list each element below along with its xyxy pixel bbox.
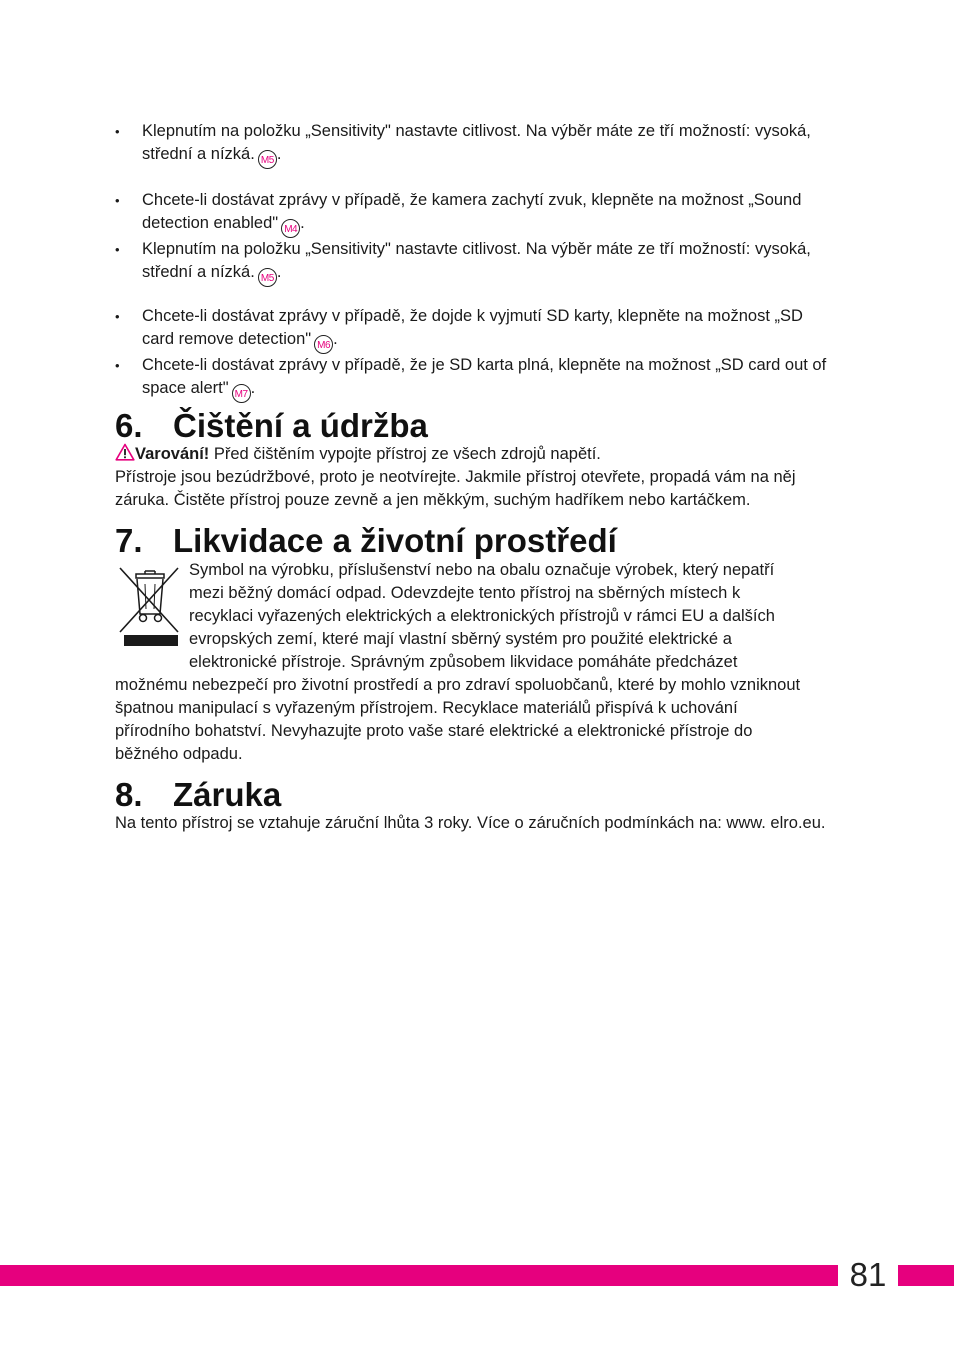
section6-body: Přístroje jsou bezúdržbové, proto je neotvírejte. Jakmile přístroj otevřete, propadá vám na něj záruka. Čistěte přístroj pouze zevně a jen měkkým, suchým hadříkem nebo kartáčkem.: [115, 468, 796, 509]
marker-badge: M5: [258, 268, 277, 287]
marker-badge: M5: [258, 150, 277, 169]
section-number: 7.: [115, 522, 143, 559]
section-heading-6: [115, 407, 428, 445]
bullet-list-sensitivity: [115, 120, 835, 169]
marker-badge: M7: [232, 384, 251, 403]
bullet-list-sound: [115, 189, 835, 287]
weee-text-block: [189, 559, 839, 674]
bullet-list-sd-card: [115, 305, 835, 403]
footer-bar: [0, 1265, 954, 1286]
text-line: recyklaci vyřazených elektrických a elektronických přístrojů v rámci EU a dalších: [189, 607, 775, 625]
text-line: mezi běžný domácí odpad. Odevzdejte tento přístroj na sběrných místech k: [189, 584, 741, 602]
list-item: • Chcete-li dostávat zprávy v případě, že je SD karta plná, klepněte na možnost „SD card out of space alert" M7 .: [115, 354, 835, 403]
section-title: Záruka: [173, 776, 282, 813]
marker-badge: M4: [281, 219, 300, 238]
list-item: • Klepnutím na položku „Sensitivity" nastavte citlivost. Na výběr máte ze tří možností: vysoká, střední a nízká. M5 .: [115, 120, 835, 169]
bullet-text: Chcete-li dostávat zprávy v případě, že je SD karta plná, klepněte na možnost „SD card out of space alert": [142, 356, 827, 397]
warning-text: Před čištěním vypojte přístroj ze všech zdrojů napětí.: [209, 445, 601, 463]
section8-body: Na tento přístroj se vztahuje záruční lhůta 3 roky. Více o záručních podmínkách na: www. elro.eu.: [115, 814, 826, 832]
section-number: 8.: [115, 776, 143, 813]
marker-badge: M6: [314, 335, 333, 354]
list-item: • Chcete-li dostávat zprávy v případě, že dojde k vyjmutí SD karty, klepněte na možnost „SD card remove detection" M6 .: [115, 305, 835, 354]
text-line: evropských zemí, které mají vlastní sběrný systém pro použité elektrické a: [189, 630, 732, 648]
text-line: Symbol na výrobku, příslušenství nebo na obalu označuje výrobek, který nepatří: [189, 561, 775, 579]
section-number: 6.: [115, 407, 143, 444]
section-heading-8: [115, 776, 281, 814]
bullet-text: Klepnutím na položku „Sensitivity" nastavte citlivost. Na výběr máte ze tří možností: vysoká, střední a nízká.: [142, 240, 811, 281]
warning-label: Varování!: [135, 445, 210, 463]
list-item: • Chcete-li dostávat zprávy v případě, že kamera zachytí zvuk, klepněte na možnost „Sound detection enabled" M4 .: [115, 189, 835, 238]
bullet-text: Klepnutím na položku „Sensitivity" nastavte citlivost. Na výběr máte ze tří možností: vysoká, střední a nízká.: [142, 122, 811, 163]
page-number: 81: [849, 1256, 887, 1293]
section-title: Likvidace a životní prostředí: [173, 522, 617, 559]
section-heading-7: [115, 522, 617, 560]
warning-triangle-icon: [115, 443, 135, 461]
list-item: • Klepnutím na položku „Sensitivity" nastavte citlivost. Na výběr máte ze tří možností: vysoká, střední a nízká. M5 .: [115, 238, 835, 287]
bullet-text: Chcete-li dostávat zprávy v případě, že dojde k vyjmutí SD karty, klepněte na možnost „SD card remove detection": [142, 307, 803, 348]
warning-line: [115, 443, 840, 466]
section7-body: možnému nebezpečí pro životní prostředí a pro zdraví spoluobčanů, které by mohlo vzniknout špatnou manipulací s vyřazeným přístrojem. Recyklace materiálů přispívá k uchování přírodního bohatství. Nevyhazujte proto vaše staré elektrické a elektronické přístroje do běžného odpadu.: [115, 676, 801, 763]
bullet-text: Chcete-li dostávat zprávy v případě, že kamera zachytí zvuk, klepněte na možnost „Sound detection enabled": [142, 191, 802, 232]
text-line: elektronické přístroje. Správným způsobem likvidace pomáháte předcházet: [189, 653, 738, 671]
crossed-out-wheelie-bin-icon: [118, 564, 182, 650]
section-title: Čištění a údržba: [173, 407, 428, 444]
